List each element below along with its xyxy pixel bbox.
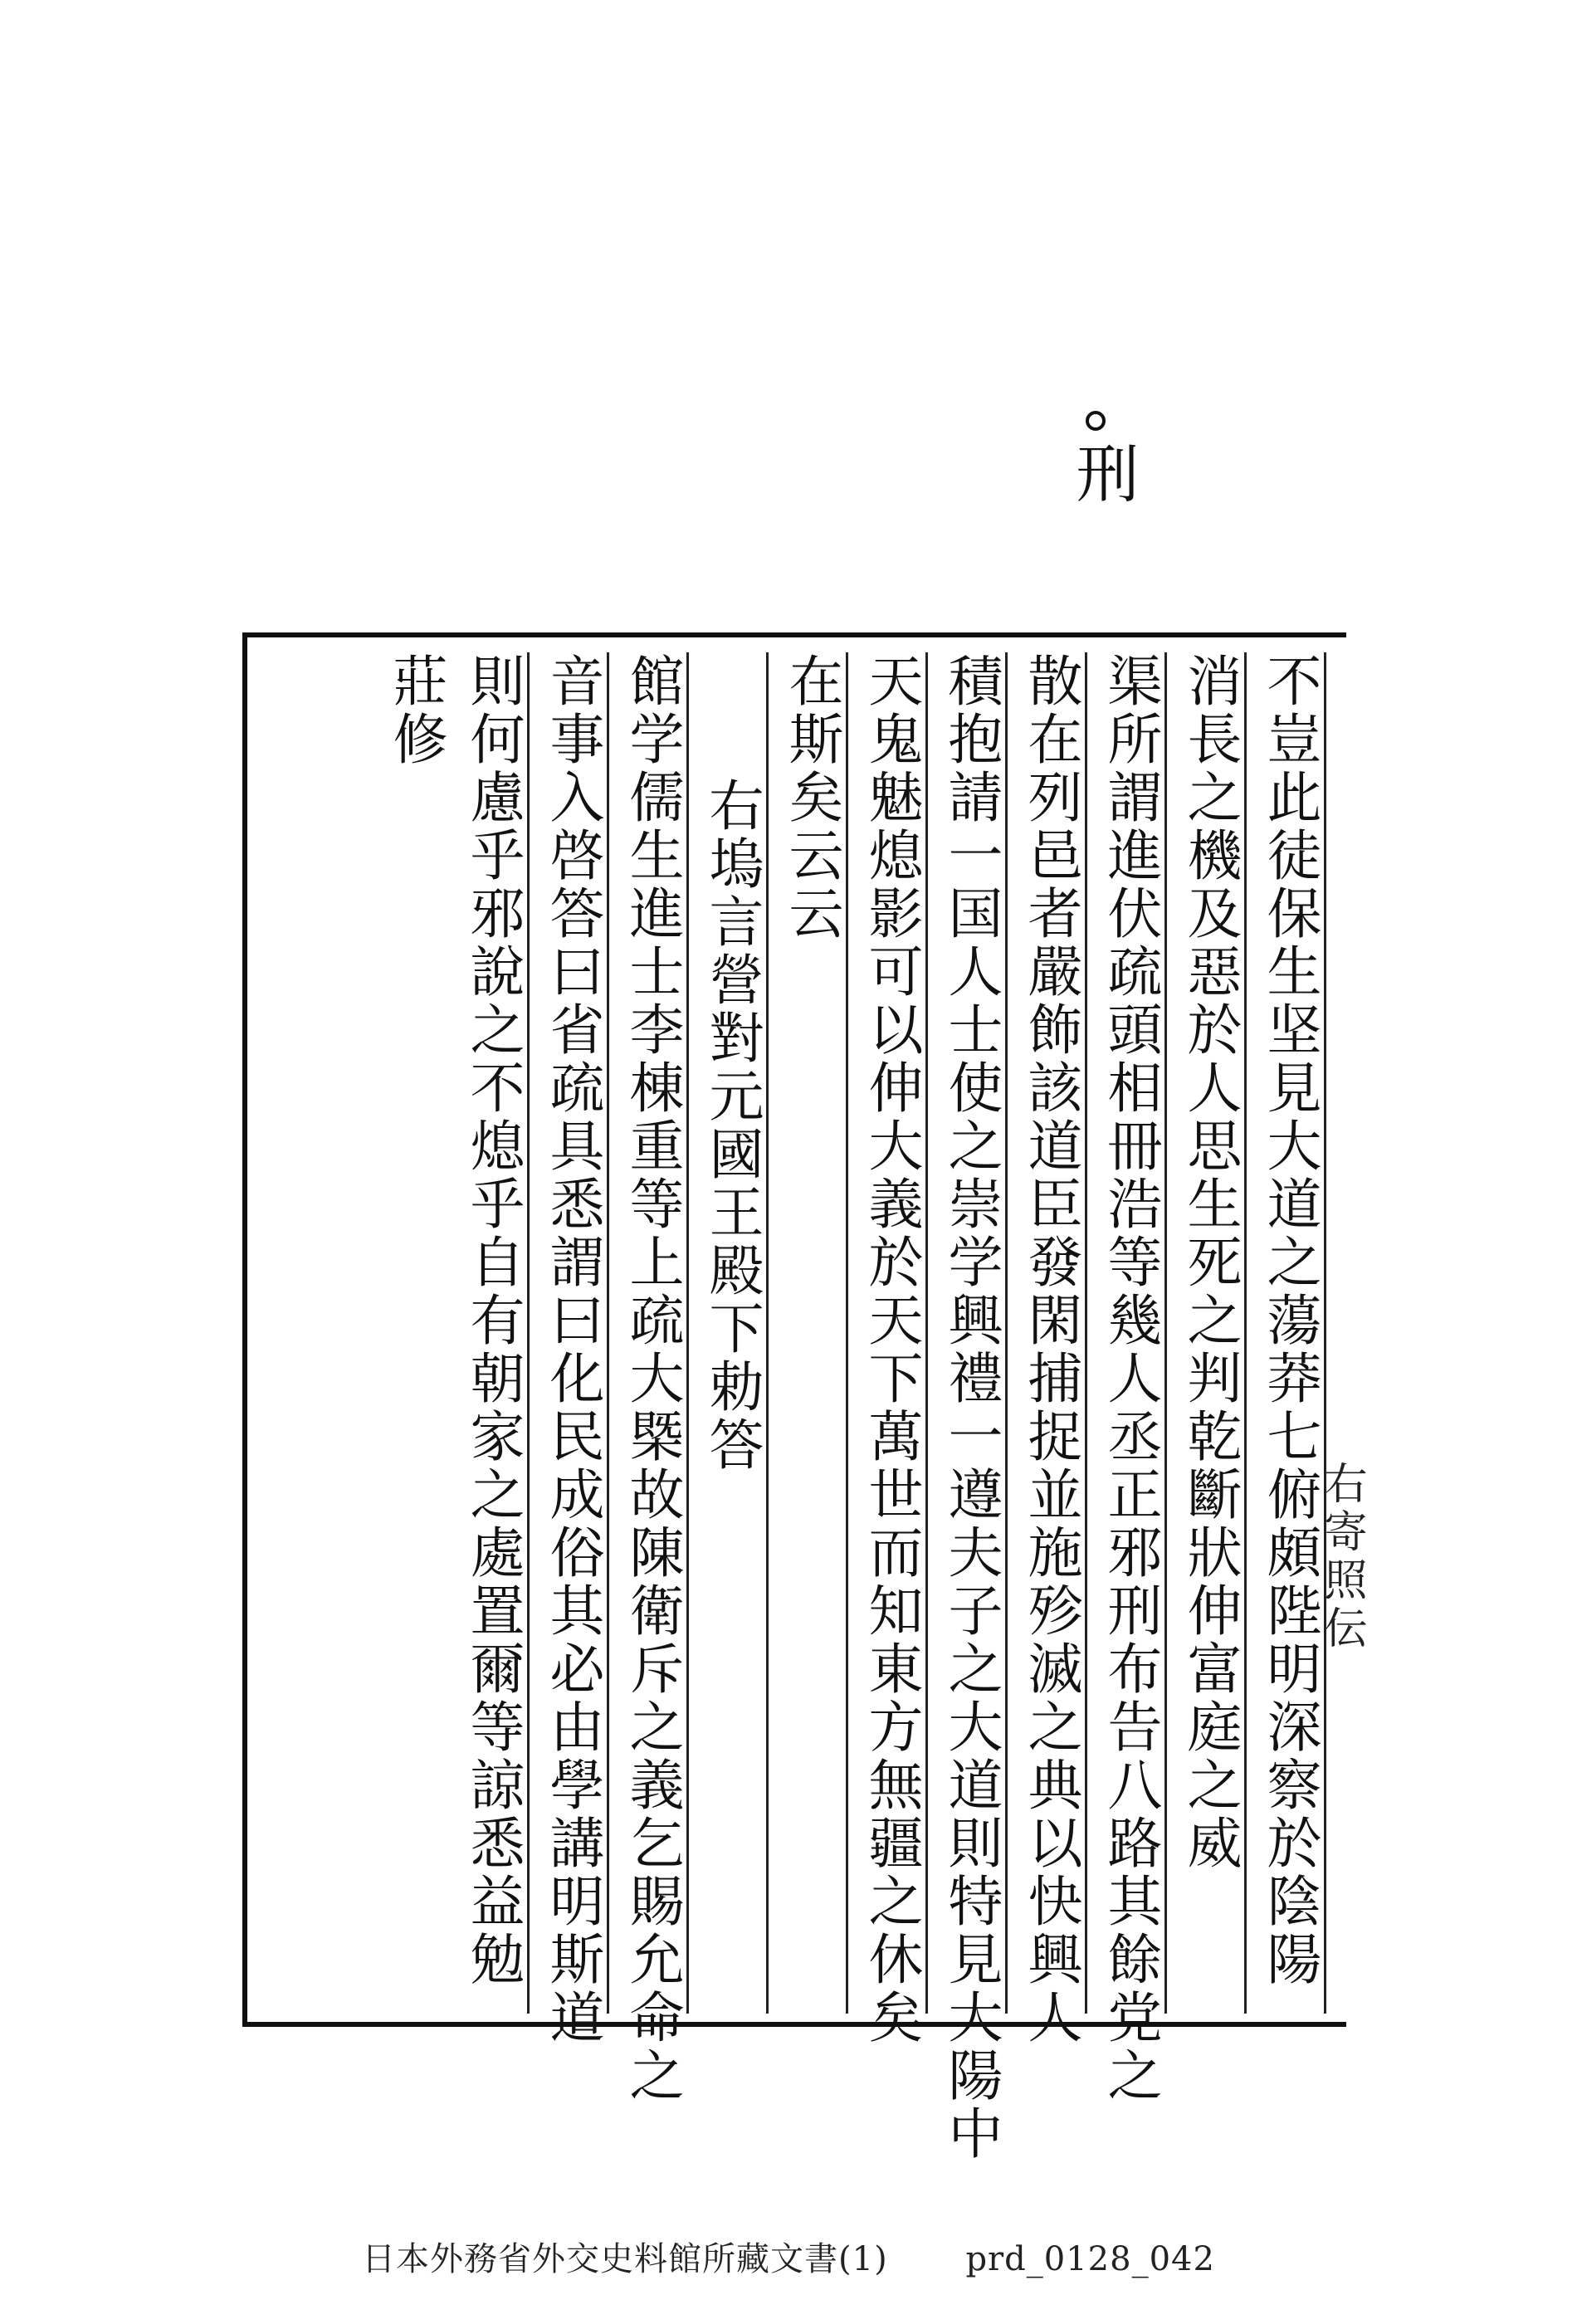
manuscript-column bbox=[689, 652, 769, 2014]
column-text: 右塢言營對元國王殿下勅答 bbox=[700, 777, 764, 1474]
column-text: 積抱請一国人士使之崇学興禮一遵夫子之大道則特見大陽中 bbox=[939, 652, 1003, 2163]
manuscript-column bbox=[609, 652, 689, 2105]
column-text: 館学儒生進士李棟重等上疏大槩故陳衛斥之義乞賜允命之 bbox=[620, 652, 684, 2105]
column-text: 在斯矣云云 bbox=[779, 652, 843, 943]
column-text: 散在列邑者嚴飾該道臣發閑捕捉並施殄滅之典以快興人 bbox=[1018, 652, 1082, 2047]
manuscript-columns bbox=[247, 637, 1346, 2163]
manuscript-column bbox=[370, 652, 450, 2014]
manuscript-column bbox=[1247, 652, 1326, 2014]
column-text: 不豈此徒保生坚見大道之蕩莽七俯頗陛明深察於陰陽 bbox=[1257, 652, 1321, 1989]
column-text: 莊修 bbox=[383, 652, 447, 769]
column-text: 渠所謂進伏疏頭相冊浩等幾人丞正邪刑布告八路其餘党之 bbox=[1098, 652, 1162, 2105]
page-caption bbox=[0, 2233, 1577, 2280]
edge-text: 右寄照伝 bbox=[1316, 1461, 1366, 1653]
manuscript-column bbox=[848, 652, 928, 2047]
manuscript-column bbox=[530, 652, 609, 2047]
manuscript-column bbox=[450, 652, 530, 2014]
column-text: 天鬼魅熄影可以伸大義於天下萬世而知東方無疆之休矣 bbox=[859, 652, 923, 2047]
margin-annotation-text: 刑 bbox=[1066, 441, 1140, 504]
manuscript-column bbox=[1167, 652, 1247, 2014]
column-text: 消長之機及惡於人思生死之判乾斷狀伸富庭之威 bbox=[1178, 652, 1242, 1872]
margin-annotation bbox=[1066, 411, 1140, 544]
manuscript-column bbox=[928, 652, 1008, 2163]
manuscript-column bbox=[769, 652, 848, 2014]
column-text: 則何慮乎邪說之不熄乎自有朝家之處置爾等諒悉益勉 bbox=[461, 652, 525, 1989]
caption-source: 日本外務省外交史料館所藏文書(1) bbox=[362, 2240, 888, 2278]
column-text: 音事入啓答曰省疏具悉謂曰化民成俗其必由學講明斯道 bbox=[540, 652, 604, 2047]
manuscript-frame bbox=[242, 632, 1346, 2163]
manuscript-column bbox=[1008, 652, 1087, 2047]
manuscript-column bbox=[1087, 652, 1167, 2105]
circle-mark-icon bbox=[1086, 411, 1106, 431]
caption-doc-id: prd_0128_042 bbox=[965, 2240, 1215, 2278]
